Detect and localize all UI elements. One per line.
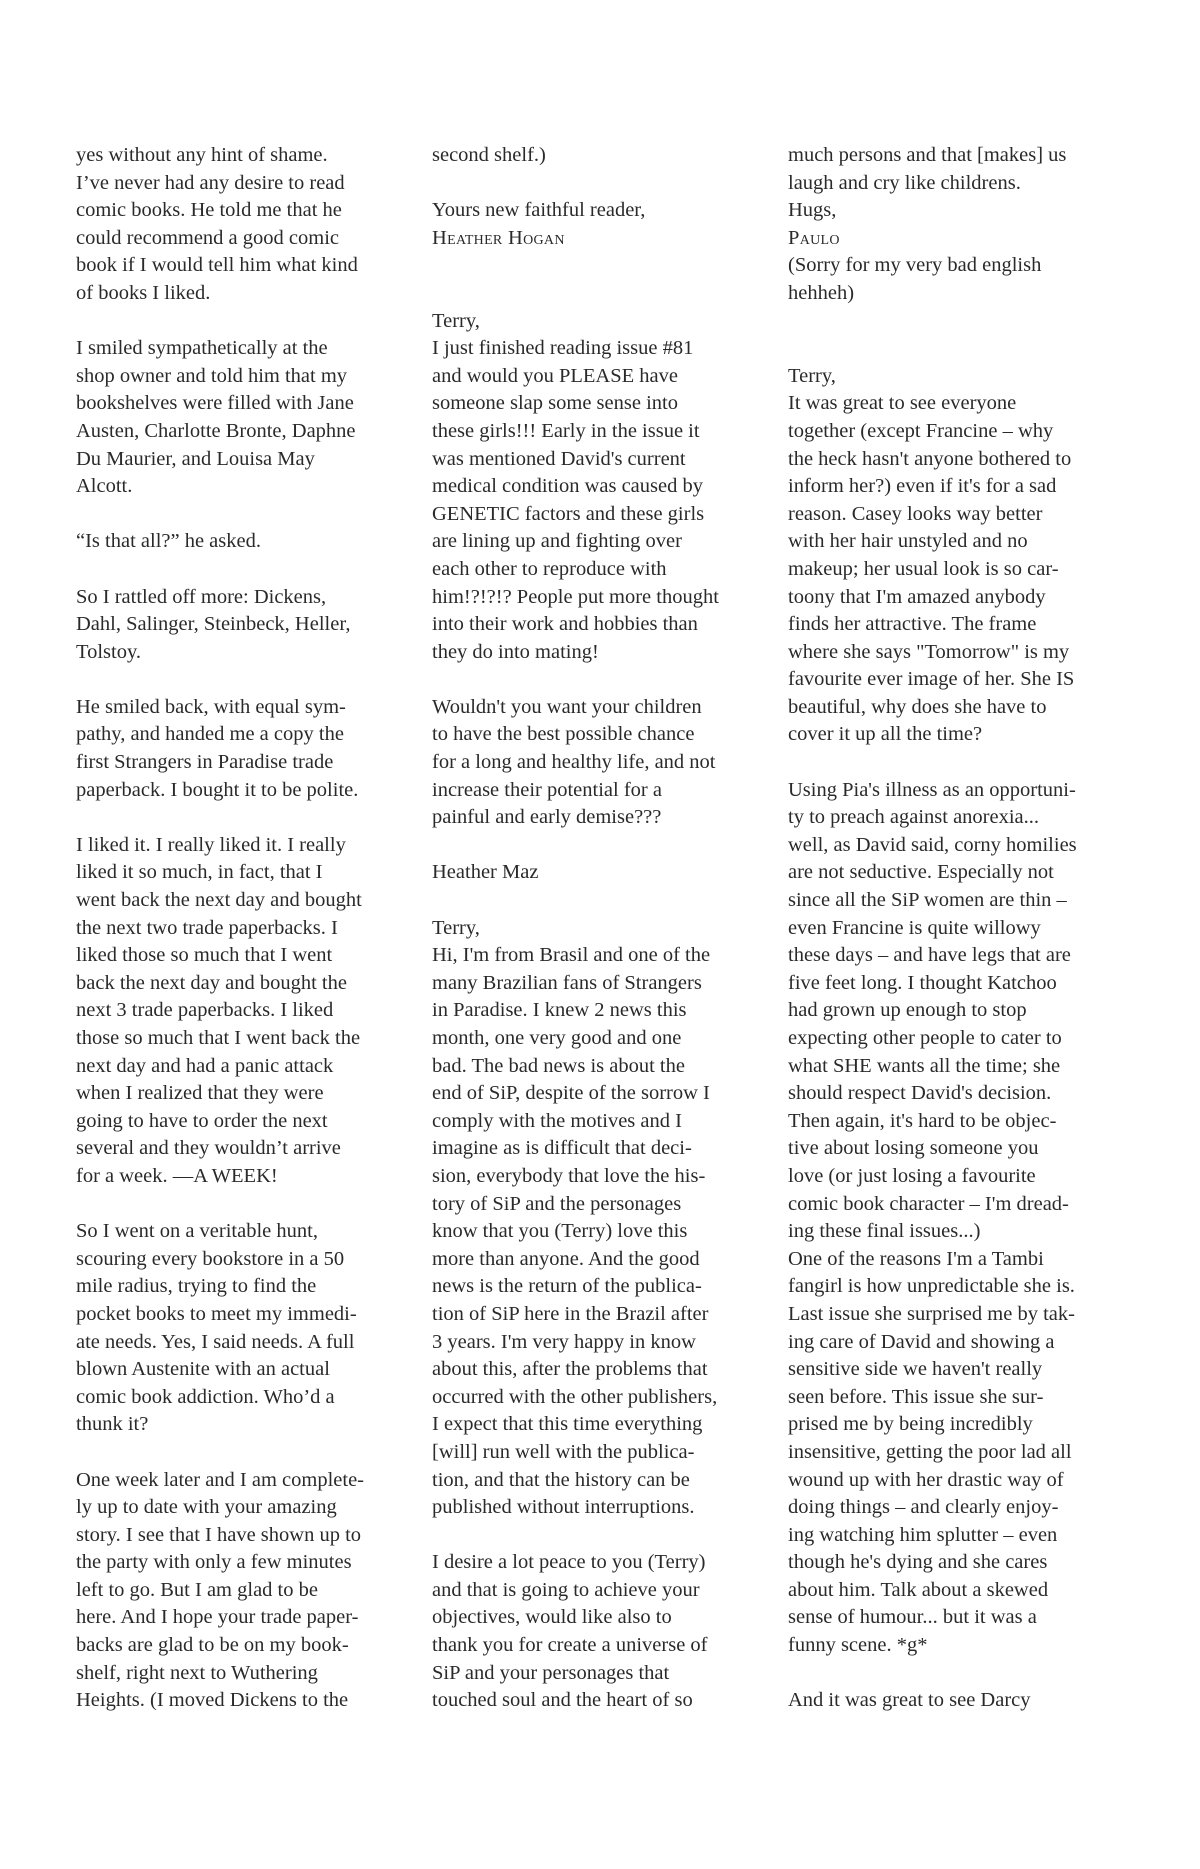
text-line: five feet long. I thought Katchoo [788, 971, 1057, 994]
text-line: sion, everybody that love the his- [432, 1164, 706, 1187]
text-line: hehheh) [788, 281, 855, 304]
text-line: someone slap some sense into [432, 392, 678, 415]
text-line: story. I see that I have shown up to [76, 1523, 362, 1546]
text-line: “Is that all?” he asked. [76, 530, 261, 553]
paragraph-gap [76, 804, 406, 832]
paragraph-gap [76, 556, 406, 584]
text-line: tion, and that the history can be [432, 1468, 690, 1491]
text-line: second shelf.) [432, 144, 546, 166]
text-line: the next two trade paperbacks. I [76, 916, 338, 939]
text-line: favourite ever image of her. She IS [788, 668, 1075, 691]
text-line: One of the reasons I'm a Tambi [788, 1247, 1044, 1270]
text-line: ing these final issues...) [788, 1220, 981, 1243]
text-line: seen before. This issue she sur- [788, 1385, 1044, 1408]
text-line: where she says "Tomorrow" is my [788, 640, 1070, 663]
text-line: comic book addiction. Who’d a [76, 1385, 335, 1408]
text-line: Tolstoy. [76, 640, 142, 663]
signature: Heather Hogan [432, 226, 565, 249]
text-line: I desire a lot peace to you (Terry) [432, 1551, 706, 1574]
text-line: doing things – and clearly enjoy- [788, 1496, 1059, 1519]
paragraph-gap [76, 501, 406, 529]
text-line: are lining up and fighting over [432, 530, 682, 553]
text-line: month, one very good and one [432, 1027, 682, 1049]
text-line: And it was great to see Darcy [788, 1689, 1031, 1712]
text-line: So I went on a veritable hunt, [76, 1220, 318, 1243]
text-line: Heights. (I moved Dickens to the [76, 1689, 349, 1712]
text-line: tory of SiP and the personages [432, 1192, 682, 1215]
text-line: toony that I'm amazed anybody [788, 585, 1046, 608]
text-line: It was great to see everyone [788, 392, 1017, 415]
text-line: increase their potential for a [432, 778, 662, 801]
text-line: for a long and healthy life, and not [432, 751, 716, 774]
text-line: in Paradise. I knew 2 news this [432, 999, 687, 1022]
text-line: shelf, right next to Wuthering [76, 1661, 318, 1684]
letter-paragraph [432, 1549, 762, 1715]
text-line: him!?!?!? People put more thought [432, 585, 719, 608]
text-line: know that you (Terry) love this [432, 1220, 688, 1243]
text-line: beautiful, why does she have to [788, 695, 1047, 718]
text-line: prised me by being incredibly [788, 1413, 1033, 1436]
text-line: finds her attractive. The frame [788, 613, 1037, 636]
text-line: these girls!!! Early in the issue it [432, 419, 700, 442]
letter-paragraph [76, 1218, 406, 1439]
text-line: since all the SiP women are thin – [788, 889, 1067, 912]
text-line: to have the best possible chance [432, 723, 695, 746]
text-line: ly up to date with your amazing [76, 1496, 337, 1519]
text-line: and that is going to achieve your [432, 1578, 700, 1601]
text-line: cover it up all the time? [788, 723, 983, 746]
column-middle [432, 142, 762, 1715]
text-line: He smiled back, with equal sym- [76, 695, 346, 718]
text-line: touched soul and the heart of so [432, 1689, 693, 1712]
text-line: thank you for create a universe of [432, 1634, 708, 1657]
text-line: tive about losing someone you [788, 1137, 1039, 1160]
paragraph-gap [76, 666, 406, 694]
text-line: Last issue she surprised me by tak- [788, 1302, 1075, 1325]
text-line: news is the return of the publica- [432, 1275, 702, 1298]
text-line: I smiled sympathetically at the [76, 337, 328, 360]
text-line: bad. The bad news is about the [432, 1054, 685, 1077]
text-line: about this, after the problems that [432, 1358, 708, 1381]
text-line: medical condition was caused by [432, 475, 703, 498]
text-line: inform her?) even if it's for a sad [788, 475, 1057, 498]
text-line: mile radius, trying to find the [76, 1275, 317, 1298]
text-line: One week later and I am complete- [76, 1468, 365, 1491]
letter-paragraph [432, 915, 762, 1522]
text-line: I expect that this time everything [432, 1413, 703, 1436]
text-line: those so much that I went back the [76, 1027, 361, 1049]
text-line: what SHE wants all the time; she [788, 1054, 1061, 1077]
text-line: went back the next day and bought [76, 889, 362, 912]
text-line: end of SiP, despite of the sorrow I [432, 1082, 710, 1105]
text-line: Austen, Charlotte Bronte, Daphne [76, 419, 356, 442]
letter-paragraph [432, 197, 762, 252]
text-line: pathy, and handed me a copy the [76, 723, 344, 746]
text-line: Using Pia's illness as an opportuni- [788, 778, 1076, 801]
text-line: ty to preach against anorexia... [788, 806, 1040, 829]
letter-paragraph [788, 142, 1118, 308]
text-line: liked those so much that I went [76, 944, 333, 967]
text-line: Terry, [432, 309, 480, 332]
text-line: I’ve never had any desire to read [76, 171, 345, 194]
text-line: even Francine is quite willowy [788, 916, 1041, 939]
text-line: going to have to order the next [76, 1109, 328, 1132]
paragraph-gap [432, 832, 762, 860]
column-left [76, 142, 406, 1715]
letter-paragraph [76, 694, 406, 804]
text-line: when I realized that they were [76, 1082, 324, 1105]
text-line: Yours new faithful reader, [432, 199, 646, 222]
text-line: shop owner and told him that my [76, 364, 348, 387]
paragraph-gap [432, 170, 762, 198]
text-line: had grown up enough to stop [788, 999, 1027, 1022]
text-line: laugh and cry like childrens. [788, 171, 1021, 194]
text-line: left to go. But I am glad to be [76, 1578, 318, 1601]
text-line: sense of humour... but it was a [788, 1606, 1037, 1629]
text-line: Terry, [788, 364, 836, 387]
text-line: liked it so much, in fact, that I [76, 861, 323, 884]
text-line: Terry, [432, 916, 480, 939]
text-line: imagine as is difficult that deci- [432, 1137, 692, 1160]
text-line: comic books. He told me that he [76, 199, 342, 222]
letter-paragraph [76, 335, 406, 501]
text-line: (Sorry for my very bad english [788, 254, 1042, 277]
text-line: well, as David said, corny homilies [788, 833, 1077, 856]
paragraph-gap [76, 308, 406, 336]
text-line: together (except Francine – why [788, 419, 1054, 442]
text-line: Hugs, [788, 199, 837, 222]
letter-paragraph [432, 308, 762, 667]
text-line: paperback. I bought it to be polite. [76, 778, 359, 801]
text-line: more than anyone. And the good [432, 1247, 700, 1270]
letter-paragraph [432, 142, 762, 170]
text-line: next day and had a panic attack [76, 1054, 334, 1077]
text-line: 3 years. I'm very happy in know [432, 1330, 696, 1353]
text-line: [will] run well with the publica- [432, 1440, 695, 1463]
letter-paragraph [76, 528, 406, 556]
text-line: objectives, would like also to [432, 1606, 672, 1629]
text-line: Alcott. [76, 475, 133, 498]
text-line: much persons and that [makes] us [788, 144, 1067, 166]
text-line: I just finished reading issue #81 [432, 337, 694, 360]
text-line: So I rattled off more: Dickens, [76, 585, 327, 608]
text-line: thunk it? [76, 1413, 149, 1436]
paragraph-gap [76, 1439, 406, 1467]
text-line: of books I liked. [76, 281, 211, 304]
text-line: book if I would tell him what kind [76, 254, 358, 277]
text-line: the party with only a few minutes [76, 1551, 352, 1574]
text-line: Du Maurier, and Louisa May [76, 447, 315, 470]
text-line: the heck hasn't anyone bothered to [788, 447, 1072, 470]
paragraph-gap [432, 252, 762, 280]
text-line: GENETIC factors and these girls [432, 502, 705, 525]
letter-paragraph [788, 1687, 1118, 1715]
text-line: Heather Maz [432, 861, 539, 884]
paragraph-gap [788, 335, 1118, 363]
letter-paragraph [432, 859, 762, 887]
text-line: many Brazilian fans of Strangers [432, 971, 702, 994]
text-line: comic book character – I'm dread- [788, 1192, 1069, 1215]
text-line: bookshelves were filled with Jane [76, 392, 354, 415]
text-line: Dahl, Salinger, Steinbeck, Heller, [76, 613, 351, 636]
text-line: Wouldn't you want your children [432, 695, 702, 718]
text-line: are not seductive. Especially not [788, 861, 1054, 884]
text-line: ing watching him splutter – even [788, 1523, 1058, 1546]
text-line: backs are glad to be on my book- [76, 1634, 349, 1657]
text-line: painful and early demise??? [432, 806, 662, 829]
text-line: yes without any hint of shame. [76, 144, 328, 166]
paragraph-gap [788, 749, 1118, 777]
paragraph-gap [788, 1660, 1118, 1688]
paragraph-gap [432, 887, 762, 915]
text-line: funny scene. *g* [788, 1634, 928, 1657]
text-line: published without interruptions. [432, 1496, 695, 1519]
text-line: first Strangers in Paradise trade [76, 751, 334, 774]
text-line: for a week. —A WEEK! [76, 1164, 278, 1187]
text-line: about him. Talk about a skewed [788, 1578, 1049, 1601]
text-line: insensitive, getting the poor lad all [788, 1440, 1072, 1463]
text-line: here. And I hope your trade paper- [76, 1606, 359, 1629]
text-line: fangirl is how unpredictable she is. [788, 1275, 1075, 1298]
letter-paragraph [76, 142, 406, 308]
text-line: occurred with the other publishers, [432, 1385, 718, 1408]
letter-paragraph [788, 777, 1118, 1660]
text-line: they do into mating! [432, 640, 599, 663]
text-line: should respect David's decision. [788, 1082, 1052, 1105]
text-line: and would you PLEASE have [432, 364, 678, 387]
text-line: blown Austenite with an actual [76, 1358, 330, 1381]
text-line: Then again, it's hard to be objec- [788, 1109, 1057, 1132]
letter-paragraph [432, 694, 762, 832]
letter-paragraph [76, 832, 406, 1191]
text-line: pocket books to meet my immedi- [76, 1302, 357, 1325]
paragraph-gap [432, 666, 762, 694]
letter-paragraph [788, 363, 1118, 749]
paragraph-gap [432, 280, 762, 308]
text-line: ate needs. Yes, I said needs. A full [76, 1330, 355, 1353]
text-line: wound up with her drastic way of [788, 1468, 1064, 1491]
letter-paragraph [76, 1467, 406, 1715]
text-line: makeup; her usual look is so car- [788, 557, 1059, 580]
text-line: comply with the motives and I [432, 1109, 682, 1132]
text-line: each other to reproduce with [432, 557, 667, 580]
letter-paragraph [76, 584, 406, 667]
text-line: Hi, I'm from Brasil and one of the [432, 944, 711, 967]
text-line: SiP and your personages that [432, 1661, 670, 1684]
text-line: with her hair unstyled and no [788, 530, 1028, 553]
column-right [788, 142, 1118, 1715]
signature: Paulo [788, 226, 840, 249]
paragraph-gap [788, 308, 1118, 336]
text-line: reason. Casey looks way better [788, 502, 1043, 525]
text-line: though he's dying and she cares [788, 1551, 1048, 1574]
text-line: expecting other people to cater to [788, 1027, 1062, 1049]
text-line: into their work and hobbies than [432, 613, 698, 636]
paragraph-gap [432, 1522, 762, 1550]
text-line: I liked it. I really liked it. I really [76, 833, 346, 856]
paragraph-gap [76, 1191, 406, 1219]
text-line: next 3 trade paperbacks. I liked [76, 999, 334, 1022]
text-line: back the next day and bought the [76, 971, 347, 994]
text-line: was mentioned David's current [432, 447, 686, 470]
text-line: sensitive side we haven't really [788, 1358, 1043, 1381]
text-line: could recommend a good comic [76, 226, 339, 249]
text-line: ing care of David and showing a [788, 1330, 1055, 1353]
text-line: several and they wouldn’t arrive [76, 1137, 341, 1160]
text-line: love (or just losing a favourite [788, 1164, 1036, 1187]
text-line: scouring every bookstore in a 50 [76, 1247, 345, 1270]
text-line: tion of SiP here in the Brazil after [432, 1302, 709, 1325]
text-line: these days – and have legs that are [788, 944, 1071, 967]
